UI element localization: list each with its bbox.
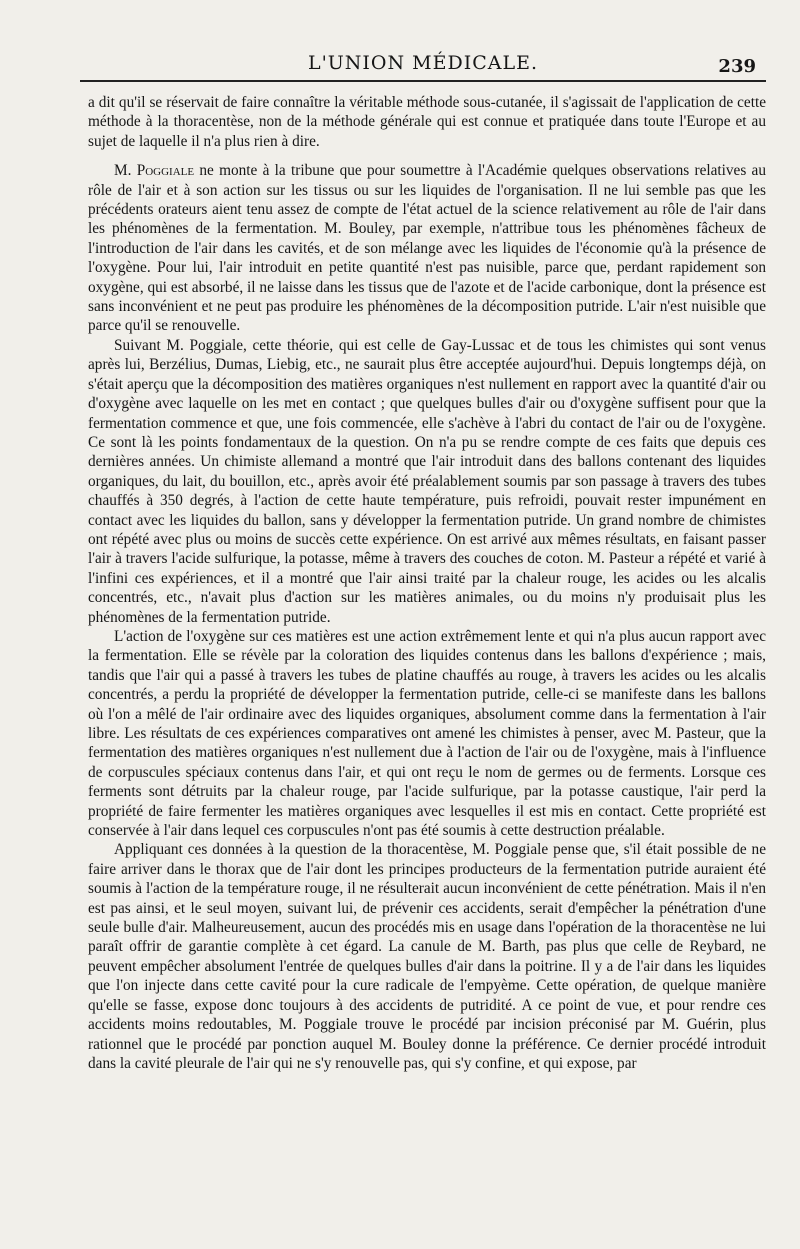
page-number: 239 (718, 56, 756, 77)
page-header (80, 52, 766, 82)
paragraph-text: a dit qu'il se réservait de faire connaître la véritable méthode sous-cutanée, il s'agissait de l'application de cette méthode à la thoracentèse, non de la méthode générale qui est connue et pratiquée dans toute l'Europe et au sujet de laquelle il n'a plus rien à dire. (88, 94, 766, 150)
paragraph-text: ne monte à la tribune que pour soumettre à l'Académie quelques observations relatives au rôle de l'air et à son action sur les tissus ou sur les liquides de l'organisation. Il ne lui semble pas que les précédents orateurs aient tenu assez de compte de l'état actuel de la science relativement au rôle de l'air dans les phénomènes de la fermentation. M. Bouley, par exemple, n'attribue tous les phénomènes fâcheux de l'introduction de l'air dans les cavités, et de son mélange avec les liquides de l'économie qu'à la présence de l'oxygène. Pour lui, l'air introduit en petite quantité n'est pas nuisible, parce que, perdant rapidement son oxygène, qui est absorbé, il ne laisse dans les tissus que de l'azote et de l'acide carbonique, dont la présence est sans inconvénient et ne peut pas produire les phénomènes de la décomposition putride. L'air n'est nuisible que parce qu'il se renouvelle. (88, 162, 766, 335)
paragraph-text: L'action de l'oxygène sur ces matières est une action extrêmement lente et qui n'a plus aucun rapport avec la fermentation. Elle se révèle par la coloration des liquides contenus dans les ballons d'expérience ; mais, tandis que l'air qui a passé à travers les tubes de platine chauffés au rouge, à travers les acides ou les alcalis concentrés, a perdu la propriété de développer la fermentation putride, celle-ci se manifeste dans les ballons où l'on a mêlé de l'air ordinaire avec des liquides organiques, absolument comme dans la fermentation à l'air libre. Les résultats de ces expériences comparatives ont amené les chimistes à penser, avec M. Pasteur, que la fermentation des matières organiques n'est nullement due à l'action de l'air ou de l'oxygène, mais à l'influence de corpuscules spéciaux contenus dans l'air, et qui ont reçu le nom de germes ou de ferments. Lorsque ces ferments sont détruits par la chaleur rouge, par l'acide sulfurique, par la potasse caustique, l'air perd la propriété de faire fermenter les matières organiques avec lesquelles il est mis en contact. Cette propriété est conservée à l'air dans lequel ces corpuscules n'ont pas été soumis à cette destruction préalable. (88, 627, 766, 840)
running-title: L'UNION MÉDICALE. (307, 52, 539, 74)
paragraph-text: Appliquant ces données à la question de la thoracentèse, M. Poggiale pense que, s'il était possible de ne faire arriver dans le thorax que de l'air dont les principes producteurs de la fermentation putride auraient été soumis à l'action de la température rouge, il ne résulterait aucun inconvénient de cette pénétration. Mais il n'en est pas ainsi, et le seul moyen, suivant lui, de prévenir ces accidents, serait d'empêcher la pénétration d'une seule bulle d'air. Malheureusement, aucun des procédés mis en usage dans l'opération de la thoracentèse ne lui paraît offrir de garantie complète à cet égard. La canule de M. Barth, pas plus que celle de Reybard, ne peuvent empêcher absolument l'entrée de quelques bulles d'air dans la poitrine. Il y a de l'air dans les liquides que l'on injecte dans cette cavité pour la cure radicale de l'empyème. Cette opération, de quelque manière qu'elle se fasse, expose donc toujours à des accidents de putridité. A ce point de vue, et pour rendre ces accidents moins redoutables, M. Poggiale trouve le procédé par incision préconisé par M. Guérin, plus rationnel que le procédé par ponction auquel M. Bouley donne la préférence. Ce dernier procédé introduit dans la cavité pleurale de l'air qui ne s'y renouvelle pas, qui s'y confine, et qui expose, par (88, 841, 766, 1072)
header-rule (80, 80, 766, 82)
paragraph (88, 627, 766, 840)
paragraph-lead: M. Poggiale (114, 162, 195, 180)
article-body (88, 93, 766, 1073)
paragraph (88, 336, 766, 627)
paragraph-text: Suivant M. Poggiale, cette théorie, qui est celle de Gay-Lussac et de tous les chimistes qui sont venus après lui, Berzélius, Dumas, Liebig, etc., ne saurait plus être acceptée aujourd'hui. Depuis longtemps déjà, on s'était aperçu que la décomposition des matières organiques n'est nullement en rapport avec la quantité d'air ou d'oxygène avec laquelle on les met en contact ; que quelques bulles d'air ou d'oxygène suffisent pour que la fermentation commence et que, une fois commencée, elle s'achève à l'abri du contact de l'air ou de l'oxygène. Ce sont là les points fondamentaux de la question. On n'a pu se rendre compte de ces faits que depuis ces dernières années. Un chimiste allemand a montré que l'air introduit dans des ballons contenant des liquides organiques, du lait, du bouillon, etc., après avoir été préalablement soumis par son passage à travers des tubes chauffés à 350 degrés, à l'action de cette haute température, puis refroidi, pouvait rester impunément en contact avec les liquides du ballon, sans y développer la fermentation putride. Un grand nombre de chimistes ont répété avec plus ou moins de succès cette expérience. On est arrivé aux mêmes résultats, en faisant passer l'air à travers l'acide sulfurique, la potasse, même à travers des couches de coton. M. Pasteur a répété et varié à l'infini ces expériences, et il a montré que l'air ainsi traité par la chaleur rouge, les acides ou les alcalis concentrés, etc., n'avait plus d'action sur les matières animales, ou du moins n'y produisait plus les phénomènes de la fermentation putride. (88, 336, 766, 626)
paragraph (88, 840, 766, 1073)
paragraph (88, 161, 766, 336)
paragraph (88, 93, 766, 151)
